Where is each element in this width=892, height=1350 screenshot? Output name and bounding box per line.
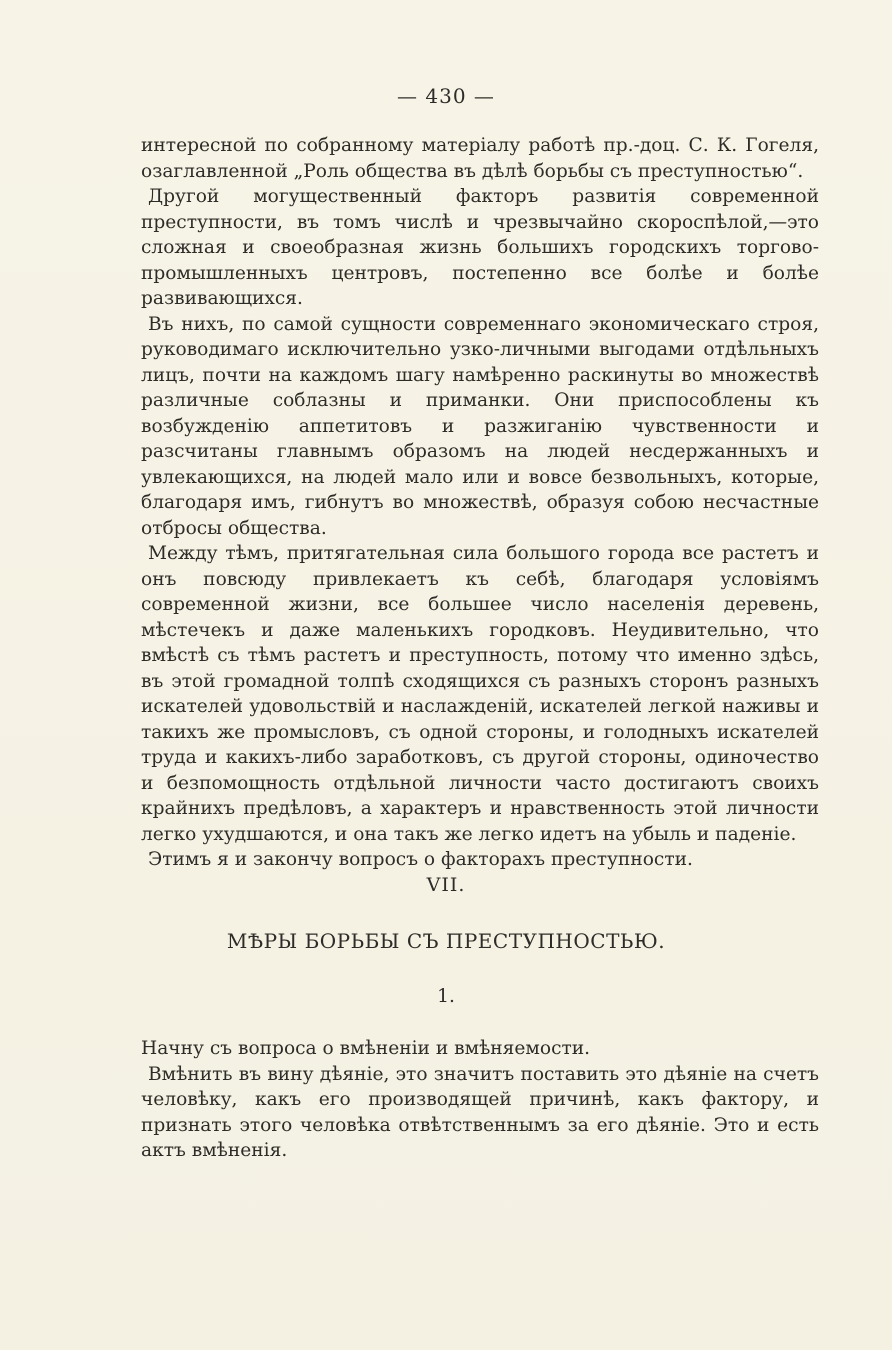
paragraph: Между тѣмъ, притягательная сила большого города все растетъ и онъ повсюду привлекаетъ къ себѣ, благодаря условіямъ современной жизни, все большее число населенія деревень, мѣстечекъ и даже маленькихъ городковъ. Неудивительно, что вмѣстѣ съ тѣмъ растетъ и преступность, потому что именно здѣсь, въ этой громадной толпѣ сходящихся съ разныхъ сторонъ разныхъ искателей удовольствій и наслажденій, искателей легкой наживы и такихъ же промысловъ, съ одной стороны, и голодныхъ искателей труда и какихъ-либо заработковъ, съ другой стороны, одиночество и безпомощность отдѣльной личности часто достигаютъ своихъ крайнихъ предѣловъ, а характеръ и нравственность этой личности легко ухудшаются, и она такъ же легко идетъ на убыль и паденіе. (141, 543, 819, 845)
paragraph: Этимъ я и закончу вопросъ о факторахъ преступности. (148, 849, 693, 870)
paragraph: Вмѣнить въ вину дѣяніе, это значитъ поставить это дѣяніе на счетъ человѣку, какъ его производящей причинѣ, какъ фактору, и признать этого человѣка отвѣтственнымъ за его дѣяніе. Это и есть актъ вмѣненія. (141, 1063, 819, 1161)
subsection-number: 1. (437, 986, 455, 1007)
section-title: МѢРЫ БОРЬБЫ СЪ ПРЕСТУПНОСТЬЮ. (226, 929, 666, 953)
section-body-text (141, 1036, 819, 1164)
paragraph: Другой могущественный факторъ развитія современной преступности, въ томъ числѣ и чрезвычайно скороспѣлой,—это сложная и своеобразная жизнь большихъ городскихъ торгово-промышленныхъ центровъ, постепенно все болѣе и болѣе развивающихся. (141, 186, 819, 309)
paragraph: интересной по собранному матеріалу работѣ пр.-доц. С. К. Гогеля, озаглавленной „Роль общества въ дѣлѣ борьбы съ преступностью“. (141, 135, 819, 182)
paragraph: Начну съ вопроса о вмѣненіи и вмѣняемости. (141, 1038, 591, 1059)
paragraph: Въ нихъ, по самой сущности современнаго экономическаго строя, руководимаго исключительно узко-личными выгодами отдѣльныхъ лицъ, почти на каждомъ шагу намѣренно раскинуты во множествѣ различные соблазны и приманки. Они приспособлены къ возбужденію аппетитовъ и разжиганію чувственности и разсчитаны главнымъ образомъ на людей несдержанныхъ и увлекающихся, на людей мало или и вовсе безвольныхъ, которые, благодаря имъ, гибнутъ во множествѣ, образуя собою несчастные отбросы общества. (141, 313, 819, 539)
body-text (141, 133, 819, 873)
page-number: — 430 — (397, 84, 495, 108)
section-number: VII. (426, 874, 466, 896)
